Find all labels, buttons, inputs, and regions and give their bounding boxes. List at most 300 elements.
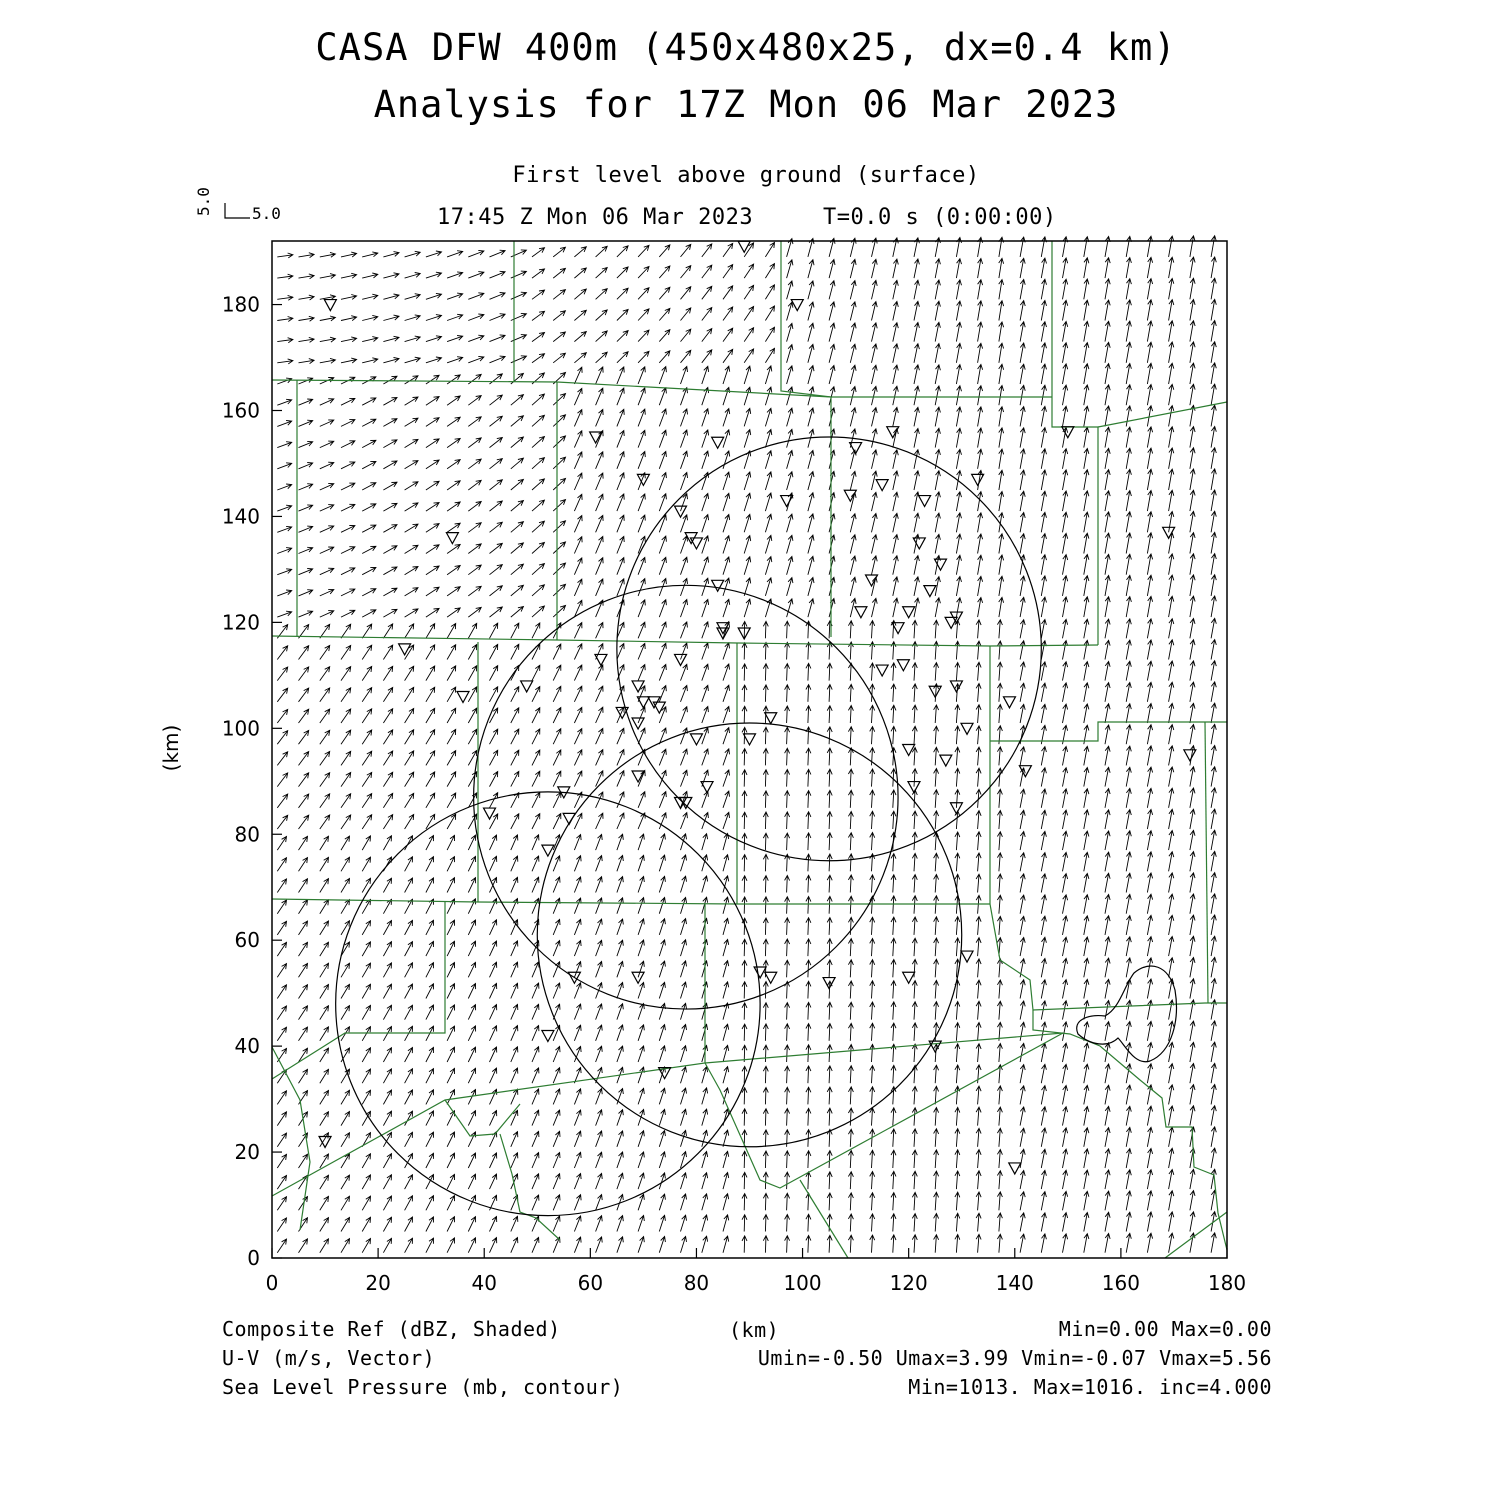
wind-vector — [891, 663, 896, 681]
footer-wind-range: Umin=-0.50 Umax=3.99 Vmin=-0.07 Vmax=5.56 — [757, 1346, 1272, 1370]
wind-vector — [997, 895, 1002, 914]
wind-vector — [1105, 704, 1110, 723]
wind-vector — [362, 315, 378, 320]
wind-vector — [723, 1173, 729, 1190]
wind-vector — [490, 856, 497, 871]
wind-vector — [596, 388, 604, 405]
wind-vector — [511, 395, 524, 406]
wind-vector — [596, 1216, 603, 1232]
wind-vector — [872, 386, 878, 405]
wind-vector — [978, 301, 983, 321]
wind-vector — [976, 747, 981, 765]
wind-vector — [978, 449, 983, 469]
wind-vector — [299, 420, 313, 426]
wind-vector — [914, 492, 919, 511]
wind-vector — [659, 622, 666, 638]
wind-vector — [596, 771, 603, 787]
wind-vector — [1020, 237, 1025, 257]
wind-vector — [681, 600, 688, 618]
wind-vector — [808, 323, 814, 341]
wind-vector — [532, 792, 540, 807]
wind-vector — [383, 440, 397, 448]
wind-vector — [1041, 683, 1046, 702]
wind-vector — [617, 494, 624, 511]
wind-vector — [362, 483, 376, 490]
wind-vector — [638, 367, 645, 384]
wind-vector — [934, 663, 939, 681]
wind-vector — [808, 472, 814, 490]
wind-vector — [553, 1089, 560, 1105]
wind-vector — [362, 815, 372, 829]
wind-vector — [277, 646, 287, 660]
wind-vector — [1190, 703, 1195, 723]
wind-vector — [1190, 596, 1195, 617]
wind-vector — [532, 877, 539, 892]
wind-vector — [532, 606, 544, 617]
wind-vector — [320, 709, 330, 723]
wind-vector — [1190, 767, 1195, 787]
wind-vector — [1041, 343, 1046, 363]
wind-vector — [999, 597, 1004, 617]
y-tick-label: 160 — [221, 398, 260, 423]
wind-vector — [1147, 1233, 1152, 1253]
wind-vector — [1020, 1065, 1025, 1084]
wind-vector — [320, 589, 334, 596]
wind-vector — [1105, 512, 1110, 532]
wind-vector — [1084, 364, 1089, 384]
wind-vector — [1020, 1001, 1025, 1020]
wind-vector — [447, 835, 454, 850]
wind-vector — [1063, 958, 1068, 977]
wind-vector — [553, 919, 560, 935]
wind-vector — [468, 856, 475, 871]
wind-vector — [785, 876, 790, 893]
wind-vector — [341, 1090, 350, 1104]
wind-vector — [1211, 532, 1216, 553]
wind-vector — [468, 374, 481, 384]
wind-vector — [638, 579, 645, 596]
wind-vector — [447, 687, 456, 702]
wind-vector — [1147, 1064, 1152, 1084]
wind-vector — [702, 308, 712, 321]
wind-vector — [1169, 448, 1174, 469]
wind-vector — [490, 522, 503, 532]
wind-vector — [383, 252, 399, 257]
x-tick-label: 60 — [577, 1271, 604, 1295]
wind-vector — [744, 430, 751, 448]
wind-vector — [383, 294, 399, 299]
wind-vector — [362, 504, 376, 511]
y-tick-label: 80 — [234, 822, 260, 847]
wind-vector — [490, 1005, 497, 1020]
wind-vector — [617, 919, 623, 935]
wind-vector — [1105, 958, 1110, 977]
wind-vector — [681, 961, 687, 977]
wind-vector — [1190, 1085, 1195, 1105]
wind-vector — [1020, 810, 1025, 829]
wind-vector — [702, 664, 709, 680]
wind-vector — [362, 942, 370, 956]
wind-vector — [848, 1151, 853, 1169]
wind-vector — [1063, 258, 1068, 278]
wind-vector — [447, 587, 460, 596]
wind-vector — [723, 1215, 729, 1232]
wind-vector — [468, 272, 484, 279]
wind-vector — [1105, 979, 1110, 998]
wind-vector — [405, 588, 418, 596]
wind-vector — [1190, 257, 1195, 278]
wind-vector — [1105, 937, 1110, 956]
wind-vector — [405, 315, 421, 321]
wind-vector — [763, 727, 768, 744]
wind-vector — [702, 1215, 708, 1232]
wind-vector — [574, 835, 581, 851]
wind-vector — [341, 483, 355, 490]
wind-vector — [468, 293, 484, 300]
wind-vector — [723, 1024, 729, 1041]
wind-vector — [1169, 1148, 1174, 1168]
wind-vector — [638, 940, 644, 956]
wind-vector — [574, 707, 582, 723]
wind-vector — [1105, 619, 1110, 638]
wind-vector — [848, 896, 853, 914]
wind-vector — [511, 564, 524, 575]
wind-vector — [723, 728, 730, 745]
wind-vector — [1169, 873, 1174, 893]
wind-vector — [277, 1133, 286, 1147]
wind-vector — [1190, 1021, 1195, 1041]
wind-vector — [659, 940, 665, 956]
wind-vector — [723, 834, 729, 851]
wind-vector — [596, 1067, 603, 1083]
wind-vector — [362, 1069, 370, 1083]
wind-vector — [320, 483, 334, 490]
wind-vector — [299, 964, 308, 978]
wind-vector — [1211, 682, 1216, 702]
wind-vector — [1211, 724, 1216, 744]
wind-vector — [872, 344, 878, 363]
wind-vector — [659, 707, 666, 723]
wind-vector — [1041, 1107, 1046, 1126]
wind-vector — [681, 813, 688, 829]
wind-vector — [511, 373, 524, 384]
wind-vector — [827, 685, 832, 702]
wind-vector — [829, 260, 835, 279]
wind-vector — [744, 493, 751, 511]
wind-vector — [999, 576, 1004, 596]
wind-vector — [405, 963, 413, 978]
wind-vector — [848, 960, 853, 978]
wind-vector — [553, 521, 565, 533]
wind-vector — [405, 730, 414, 745]
wind-vector — [511, 1153, 518, 1168]
wind-vector — [341, 900, 350, 914]
wind-vector — [1105, 597, 1110, 617]
wind-vector — [511, 1238, 518, 1253]
wind-vector — [617, 940, 623, 956]
wind-vector — [426, 608, 439, 617]
wind-vector — [850, 259, 856, 278]
wind-vector — [976, 705, 981, 723]
wind-vector — [976, 1001, 981, 1019]
wind-vector — [893, 450, 899, 469]
wind-vector — [1126, 1212, 1131, 1231]
wind-vector — [702, 834, 708, 850]
wind-vector — [891, 917, 896, 935]
wind-vector — [447, 1090, 454, 1105]
wind-vector — [1063, 237, 1068, 257]
wind-vector — [1084, 1213, 1089, 1232]
wind-vector — [596, 494, 604, 511]
wind-vector — [638, 1131, 644, 1147]
wind-vector — [681, 1003, 687, 1019]
wind-vector — [1147, 469, 1152, 490]
wind-vector — [299, 985, 308, 999]
wind-vector — [617, 1152, 623, 1168]
wind-vector — [468, 1174, 475, 1189]
wind-vector — [277, 253, 293, 258]
wind-vector — [532, 500, 544, 511]
wind-vector — [638, 792, 645, 808]
wind-vector — [827, 706, 832, 723]
wind-vector — [1063, 895, 1068, 914]
wind-vector — [1063, 747, 1068, 766]
wind-vector — [659, 749, 666, 765]
wind-vector — [1147, 1170, 1152, 1189]
wind-vector — [723, 536, 730, 554]
wind-vector — [1126, 406, 1131, 427]
wind-vector — [1147, 682, 1152, 701]
wind-vector — [532, 835, 539, 850]
wind-vector — [1169, 300, 1174, 321]
wind-vector — [511, 250, 527, 257]
wind-vector — [638, 452, 645, 469]
wind-vector — [1147, 979, 1152, 999]
wind-vector — [574, 473, 582, 490]
wind-vector — [320, 358, 336, 363]
wind-vector — [320, 794, 330, 808]
wind-vector — [596, 856, 603, 872]
wind-vector — [638, 309, 649, 321]
wind-vector — [999, 492, 1004, 512]
wind-vector — [490, 983, 497, 998]
wind-vector — [511, 899, 518, 914]
wind-vector — [617, 1089, 623, 1105]
wind-vector — [1147, 321, 1152, 342]
wind-vector — [681, 430, 688, 448]
wind-vector — [1063, 1170, 1068, 1189]
wind-vector — [511, 335, 527, 342]
wind-vector — [1041, 980, 1046, 999]
wind-vector — [997, 662, 1002, 680]
plot-frame — [272, 241, 1227, 1258]
wind-vector — [1020, 280, 1025, 300]
wind-vector — [468, 438, 481, 448]
wind-vector — [702, 366, 709, 384]
wind-vector — [681, 1215, 687, 1231]
wind-vector — [638, 919, 644, 935]
wind-vector — [891, 938, 896, 956]
wind-vector — [596, 834, 603, 850]
wind-vector — [702, 1194, 708, 1211]
wind-vector — [785, 897, 790, 914]
wind-vector — [1126, 364, 1131, 385]
wind-vector — [617, 877, 623, 893]
station-marker — [791, 300, 803, 311]
wind-vector — [955, 917, 960, 935]
wind-vector — [976, 1171, 981, 1189]
wind-vector — [850, 387, 856, 406]
wind-vector — [426, 293, 442, 299]
wind-vector — [1020, 1171, 1025, 1190]
wind-vector — [383, 836, 391, 850]
wind-vector — [829, 323, 835, 342]
wind-vector — [490, 543, 503, 553]
wind-vector — [383, 921, 391, 935]
wind-vector — [1063, 683, 1068, 702]
wind-vector — [1105, 725, 1110, 744]
wind-vector — [955, 768, 960, 786]
y-tick-label: 140 — [221, 504, 260, 529]
wind-vector — [383, 1048, 391, 1062]
wind-vector — [532, 564, 544, 575]
wind-vector — [405, 1090, 413, 1105]
wind-vector — [362, 294, 378, 299]
wind-vector — [1041, 916, 1046, 935]
wind-vector — [955, 853, 960, 871]
wind-vector — [763, 1024, 768, 1041]
wind-vector — [1063, 385, 1068, 405]
wind-vector — [1105, 258, 1110, 278]
wind-vector — [299, 378, 313, 384]
wind-vector — [1020, 1213, 1025, 1232]
wind-vector — [702, 707, 709, 724]
wind-vector — [935, 471, 940, 490]
wind-vector — [1084, 1085, 1089, 1104]
station-marker — [940, 755, 952, 766]
wind-vector — [617, 536, 624, 553]
wind-vector — [1169, 1000, 1174, 1020]
wind-vector — [785, 833, 790, 850]
wind-vector — [447, 751, 456, 766]
wind-vector — [490, 941, 497, 956]
wind-vector — [1084, 831, 1089, 850]
wind-vector — [341, 751, 351, 765]
wind-vector — [1126, 1000, 1131, 1019]
wind-vector — [596, 367, 604, 384]
wind-vector — [1105, 789, 1110, 808]
wind-vector — [1211, 703, 1216, 723]
wind-vector — [978, 407, 983, 427]
wind-vector — [808, 556, 814, 574]
wind-vector — [702, 685, 709, 702]
wind-vector — [787, 578, 793, 596]
wind-vector — [1169, 1170, 1174, 1190]
station-marker — [542, 845, 554, 856]
wind-vector — [405, 836, 413, 850]
wind-vector — [532, 269, 545, 278]
wind-vector — [955, 1171, 960, 1189]
county-line — [272, 902, 445, 1079]
wind-vector — [808, 281, 814, 299]
wind-vector — [912, 642, 917, 660]
wind-vector — [553, 708, 561, 724]
wind-vector — [426, 666, 435, 681]
wind-vector — [785, 1066, 790, 1083]
wind-vector — [870, 1044, 875, 1062]
wind-vector — [1105, 916, 1110, 935]
wind-vector — [1041, 470, 1046, 490]
wind-vector — [1041, 874, 1046, 893]
wind-vector — [468, 1047, 475, 1062]
wind-vector — [426, 1005, 434, 1020]
wind-vector — [829, 577, 835, 596]
wind-vector — [405, 751, 414, 766]
wind-vector — [765, 472, 771, 490]
wind-vector — [1169, 575, 1174, 596]
wind-vector — [763, 833, 768, 850]
station-marker — [457, 692, 469, 703]
wind-vector — [872, 408, 878, 427]
station-marker — [876, 665, 888, 676]
wind-vector — [1020, 1192, 1025, 1211]
wind-vector — [617, 1173, 623, 1189]
wind-vector — [320, 274, 336, 279]
wind-vector — [681, 1025, 687, 1041]
wind-vector — [912, 705, 917, 723]
wind-vector — [277, 1154, 286, 1168]
wind-vector — [362, 730, 372, 744]
wind-vector — [1211, 511, 1216, 532]
wind-vector — [511, 771, 519, 786]
wind-vector — [468, 250, 484, 257]
wind-vector — [1084, 979, 1089, 998]
wind-vector — [999, 470, 1004, 490]
wind-vector — [912, 1192, 917, 1210]
wind-vector — [553, 814, 561, 830]
wind-vector — [1105, 831, 1110, 850]
wind-vector — [850, 323, 856, 342]
wind-vector — [447, 566, 460, 575]
wind-vector — [490, 708, 498, 723]
wind-vector — [447, 772, 456, 787]
wind-vector — [785, 1151, 790, 1168]
wind-vector — [383, 376, 397, 384]
wind-vector — [1063, 576, 1068, 596]
wind-vector — [320, 1196, 329, 1210]
wind-vector — [976, 938, 981, 956]
wind-vector — [723, 1194, 729, 1211]
wind-vector — [997, 1234, 1002, 1253]
wind-vector — [447, 1196, 454, 1211]
wind-vector — [787, 387, 793, 405]
wind-vector — [532, 290, 545, 299]
station-marker — [675, 654, 687, 665]
wind-vector — [1147, 1043, 1152, 1063]
wind-vector — [1147, 937, 1152, 957]
wind-vector — [383, 1027, 391, 1041]
wind-vector — [872, 514, 878, 533]
wind-vector — [742, 833, 747, 850]
wind-vector — [891, 875, 896, 893]
wind-vector — [638, 600, 645, 617]
wind-vector — [1190, 915, 1195, 935]
wind-vector — [850, 471, 856, 490]
wind-vector — [1105, 448, 1110, 468]
wind-vector — [763, 1088, 768, 1105]
wind-vector — [638, 409, 645, 426]
wind-vector — [785, 1045, 790, 1062]
